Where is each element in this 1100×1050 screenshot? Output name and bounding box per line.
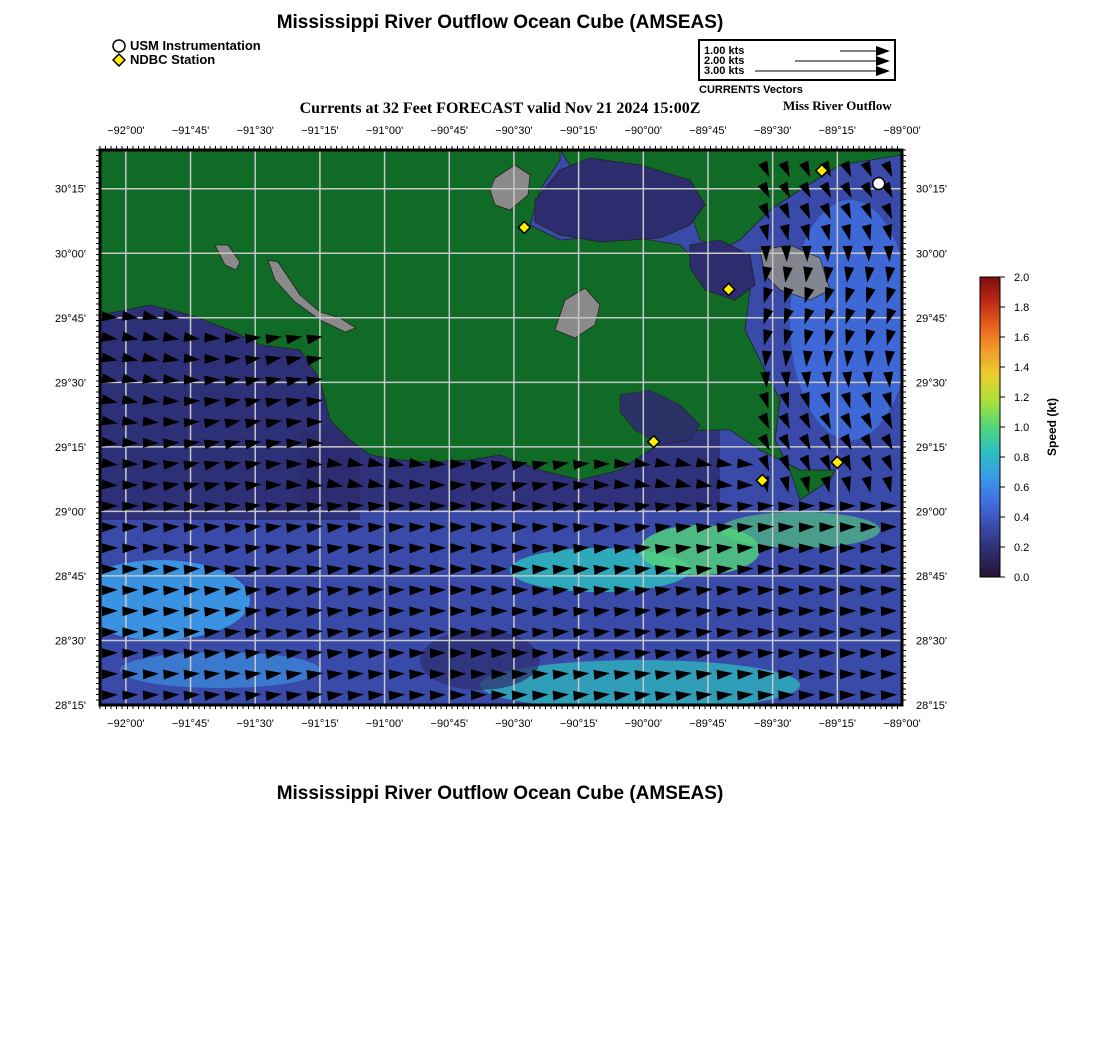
colorbar-label: Speed (kt) (1045, 397, 1059, 457)
colorbar-tick-label-10: 2.0 (1014, 272, 1030, 284)
lon-label-top-9: −89°45' (689, 125, 727, 137)
lat-label-right-0: 30°15' (916, 183, 947, 196)
lon-label-bottom-3: −91°15' (301, 718, 339, 730)
colorbar-tick-label-0: 0.0 (1014, 572, 1030, 584)
vector-key-label-1: 1.00 kts (704, 45, 745, 57)
region-label: Miss River Outflow (783, 98, 892, 113)
lon-label-top-11: −89°15' (818, 125, 857, 137)
colorbar-tick-label-8: 1.6 (1014, 332, 1030, 344)
colorbar-tick-label-1: 0.2 (1014, 542, 1030, 554)
page-title-bottom: Mississippi River Outflow Ocean Cube (AMSEAS) (276, 783, 724, 804)
lat-label-left-1: 30°00' (55, 248, 86, 261)
lon-label-bottom-10: −89°30' (753, 718, 792, 730)
lon-label-top-12: −89°00' (883, 125, 921, 137)
colorbar-tick-label-9: 1.8 (1014, 302, 1030, 314)
lon-label-bottom-8: −90°00' (624, 718, 662, 730)
lat-label-right-2: 29°45' (916, 312, 947, 325)
colorbar-tick-label-4: 0.8 (1014, 452, 1030, 464)
lat-label-left-4: 29°15' (55, 441, 86, 454)
lat-label-right-5: 29°00' (916, 506, 947, 519)
lon-label-bottom-7: −90°15' (559, 718, 598, 730)
map-body (70, 150, 910, 710)
lon-label-top-6: −90°30' (495, 125, 533, 137)
page-title: Mississippi River Outflow Ocean Cube (AMSEAS) (276, 12, 724, 33)
lat-label-left-2: 29°45' (55, 312, 86, 325)
legend-ndbc-label: NDBC Station (130, 52, 216, 67)
lat-label-left-0: 30°15' (55, 183, 86, 196)
lat-label-left-6: 28°45' (55, 570, 86, 583)
lat-label-right-8: 28°15' (916, 700, 947, 712)
lon-label-top-0: −92°00' (107, 125, 145, 137)
lat-label-right-4: 29°15' (916, 441, 947, 454)
lon-label-top-7: −90°15' (559, 125, 598, 137)
colorbar-tick-label-2: 0.4 (1014, 512, 1030, 524)
lon-label-bottom-5: −90°45' (430, 718, 468, 730)
lon-label-top-4: −91°00' (365, 125, 404, 137)
lon-label-bottom-11: −89°15' (818, 718, 857, 730)
map-subtitle: Currents at 32 Feet FORECAST valid Nov 21 2024 15:00Z (299, 100, 701, 117)
lat-label-left-7: 28°30' (55, 635, 86, 648)
colorbar-tick-label-5: 1.0 (1014, 422, 1030, 434)
vector-key-label-2: 2.00 kts (704, 55, 745, 67)
lon-label-top-10: −89°30' (753, 125, 792, 137)
lat-label-right-3: 29°30' (916, 377, 947, 390)
vector-key-caption: CURRENTS Vectors (699, 84, 803, 96)
lon-label-top-2: −91°30' (236, 125, 274, 137)
colorbar-tick-label-3: 0.6 (1014, 482, 1030, 494)
lat-label-left-5: 29°00' (55, 506, 86, 519)
lat-label-left-3: 29°30' (55, 377, 86, 390)
lon-label-bottom-4: −91°00' (365, 718, 404, 730)
colorbar-tick-label-7: 1.4 (1014, 362, 1030, 374)
legend-usm-label: USM Instrumentation (130, 38, 261, 53)
lon-label-bottom-0: −92°00' (107, 718, 145, 730)
lon-label-top-5: −90°45' (430, 125, 468, 137)
lon-label-top-1: −91°45' (171, 125, 210, 137)
ocean-dark-south (420, 630, 540, 690)
lon-label-bottom-9: −89°45' (689, 718, 727, 730)
lon-label-bottom-2: −91°30' (236, 718, 274, 730)
lon-label-bottom-12: −89°00' (883, 718, 921, 730)
lat-label-right-6: 28°45' (916, 570, 947, 583)
colorbar-tick-label-6: 1.2 (1014, 392, 1030, 404)
lon-label-top-8: −90°00' (624, 125, 662, 137)
lon-label-bottom-1: −91°45' (171, 718, 210, 730)
usm-station-0 (873, 178, 885, 190)
colorbar (980, 277, 1000, 577)
vector-key-label-3: 3.00 kts (704, 65, 745, 77)
colorbar-ticks (1000, 272, 1029, 584)
lat-label-left-8: 28°15' (55, 700, 86, 712)
lon-label-top-3: −91°15' (301, 125, 339, 137)
lon-label-bottom-6: −90°30' (495, 718, 533, 730)
lat-label-right-7: 28°30' (916, 635, 947, 648)
lat-label-right-1: 30°00' (916, 248, 947, 261)
